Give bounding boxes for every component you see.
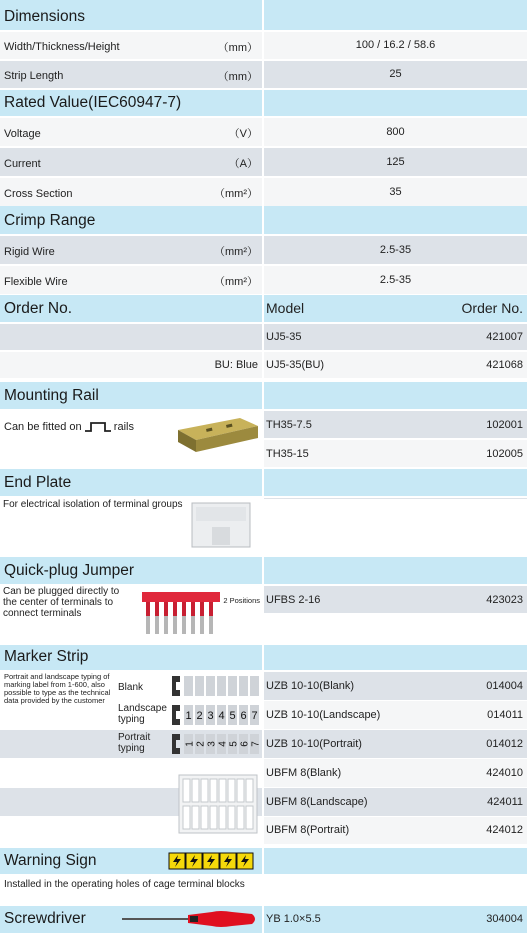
portrait-label: Portrait typing <box>118 732 151 754</box>
model-column-heading: Model <box>266 300 305 316</box>
rated-header <box>0 90 527 116</box>
order-cell: 424010 <box>486 767 523 779</box>
warning-sign-image <box>168 852 256 870</box>
order-cell: 424012 <box>486 824 523 836</box>
row-value: 2.5-35 <box>379 274 412 286</box>
table-row <box>0 411 527 438</box>
table-row <box>0 759 527 787</box>
marker-digit: 1 <box>184 741 196 747</box>
marker-digit: 4 <box>218 710 225 722</box>
section-title: End Plate <box>4 474 72 491</box>
order-cell: 014004 <box>486 680 523 692</box>
row-value: 125 <box>386 156 405 168</box>
marker-strip-landscape-image <box>170 703 262 727</box>
endplate-header <box>0 469 527 496</box>
model-cell: UZB 10-10(Blank) <box>266 680 355 692</box>
row-value: 100 / 16.2 / 58.6 <box>355 39 436 51</box>
model-cell: TH35-15 <box>266 448 309 460</box>
row-value: 800 <box>386 126 405 138</box>
table-row <box>0 817 527 844</box>
table-row <box>0 498 527 552</box>
section-title: Order No. <box>4 300 73 317</box>
section-title: Warning Sign <box>4 852 97 869</box>
model-cell: UZB 10-10(Portrait) <box>266 738 362 750</box>
section-title: Crimp Range <box>4 212 96 229</box>
table-row <box>0 701 527 729</box>
table-row <box>0 178 527 206</box>
marker-digit: 5 <box>229 710 236 722</box>
marker-strip-portrait-image <box>170 732 262 756</box>
marker-digit: 7 <box>251 710 258 722</box>
row-label: Width/Thickness/Height <box>4 41 120 53</box>
table-row <box>0 32 527 59</box>
table-row <box>0 352 527 378</box>
order-cell: 424011 <box>487 796 523 808</box>
order-header <box>0 295 527 322</box>
table-row <box>0 118 527 146</box>
order-cell: 304004 <box>486 913 523 925</box>
row-unit: （mm²） <box>214 188 258 200</box>
endplate-description: For electrical isolation of terminal groups <box>3 499 183 510</box>
screwdriver-row <box>0 906 527 933</box>
marker-digit: 1 <box>185 710 192 722</box>
order-cell: 421068 <box>486 359 523 371</box>
marker-header <box>0 645 527 670</box>
section-title: Screwdriver <box>4 910 86 927</box>
marker-digit: 2 <box>195 741 207 747</box>
row-label: Rigid Wire <box>4 246 55 258</box>
row-unit: （mm²） <box>214 246 258 258</box>
table-row <box>0 236 527 264</box>
table-row <box>0 61 527 88</box>
marker-digit: 2 <box>196 710 203 722</box>
table-row <box>0 876 527 906</box>
screwdriver-image <box>120 908 260 930</box>
rail-desc-text: Can be fitted on <box>4 421 82 433</box>
blank-label: Blank <box>118 682 144 693</box>
table-row <box>0 730 527 758</box>
rail-header <box>0 382 527 409</box>
row-unit: （mm） <box>217 71 258 83</box>
model-cell: UJ5-35(BU) <box>266 359 325 371</box>
order-cell: 421007 <box>486 331 523 343</box>
positions-label: 2 Positions <box>223 596 260 605</box>
order-column-heading: Order No. <box>461 300 523 316</box>
section-title: Dimensions <box>4 8 85 25</box>
marker-digit: 7 <box>250 741 262 747</box>
order-cell: 102001 <box>486 419 523 431</box>
model-cell: UZB 10-10(Landscape) <box>266 709 381 721</box>
mounting-rail-image <box>176 416 260 460</box>
row-unit: （A） <box>228 158 258 170</box>
row-label: Strip Length <box>4 70 64 82</box>
table-row <box>0 586 527 640</box>
section-title: Rated Value(IEC60947-7) <box>4 94 182 111</box>
row-value: 2.5-35 <box>379 244 412 256</box>
marker-strip-blank-image <box>170 674 262 698</box>
row-label: Flexible Wire <box>4 276 68 288</box>
marker-card-image <box>178 774 258 834</box>
row-label: Voltage <box>4 128 41 140</box>
table-row <box>0 148 527 176</box>
row-unit: （mm） <box>217 42 258 54</box>
row-value: 35 <box>389 186 402 198</box>
table-row <box>0 324 527 350</box>
table-row <box>0 788 527 816</box>
warning-header <box>0 848 527 874</box>
order-cell: 014012 <box>486 738 523 750</box>
rail-description <box>4 420 134 433</box>
marker-digit: 6 <box>240 710 247 722</box>
section-title: Mounting Rail <box>4 387 99 404</box>
model-cell: TH35-7.5 <box>266 419 312 431</box>
landscape-label: Landscape typing <box>118 703 167 725</box>
jumper-description: Can be plugged directly to the center of terminals to connect terminals <box>3 586 120 619</box>
section-title: Quick-plug Jumper <box>4 562 135 579</box>
model-cell: UBFM 8(Landscape) <box>266 796 368 808</box>
marker-digit: 5 <box>228 741 240 747</box>
model-cell: UFBS 2-16 <box>266 594 321 606</box>
order-cell: 423023 <box>486 594 523 606</box>
warning-description: Installed in the operating holes of cage terminal blocks <box>4 879 245 890</box>
section-title: Marker Strip <box>4 648 89 665</box>
jumper-header <box>0 557 527 584</box>
order-cell: 102005 <box>486 448 523 460</box>
crimp-header <box>0 206 527 234</box>
marker-digit: 3 <box>207 710 214 722</box>
row-value: 25 <box>389 68 402 80</box>
end-plate-image <box>190 501 252 549</box>
model-cell: UBFM 8(Blank) <box>266 767 342 779</box>
marker-description: Portrait and landscape typing of marking label from 1-600, also possible to type as the technical data provided by the customer <box>4 672 111 705</box>
dimensions-header <box>0 0 527 30</box>
row-unit: （mm²） <box>214 276 258 288</box>
model-cell: UJ5-35 <box>266 331 302 343</box>
model-cell: YB 1.0×5.5 <box>266 913 321 925</box>
row-label: Current <box>4 158 41 170</box>
model-cell: UBFM 8(Portrait) <box>266 824 350 836</box>
row-label: Cross Section <box>4 188 73 200</box>
row-unit: （V） <box>228 128 258 140</box>
order-cell: 014011 <box>487 709 523 721</box>
jumper-image <box>140 590 224 638</box>
color-note: BU: Blue <box>214 359 258 371</box>
marker-digit: 4 <box>217 741 229 747</box>
rail-desc-text-2: rails <box>113 421 134 433</box>
table-row <box>0 440 527 467</box>
marker-digit: 3 <box>206 741 218 747</box>
marker-digit: 6 <box>239 741 251 747</box>
table-row <box>0 266 527 294</box>
din-rail-profile-icon <box>85 422 111 432</box>
